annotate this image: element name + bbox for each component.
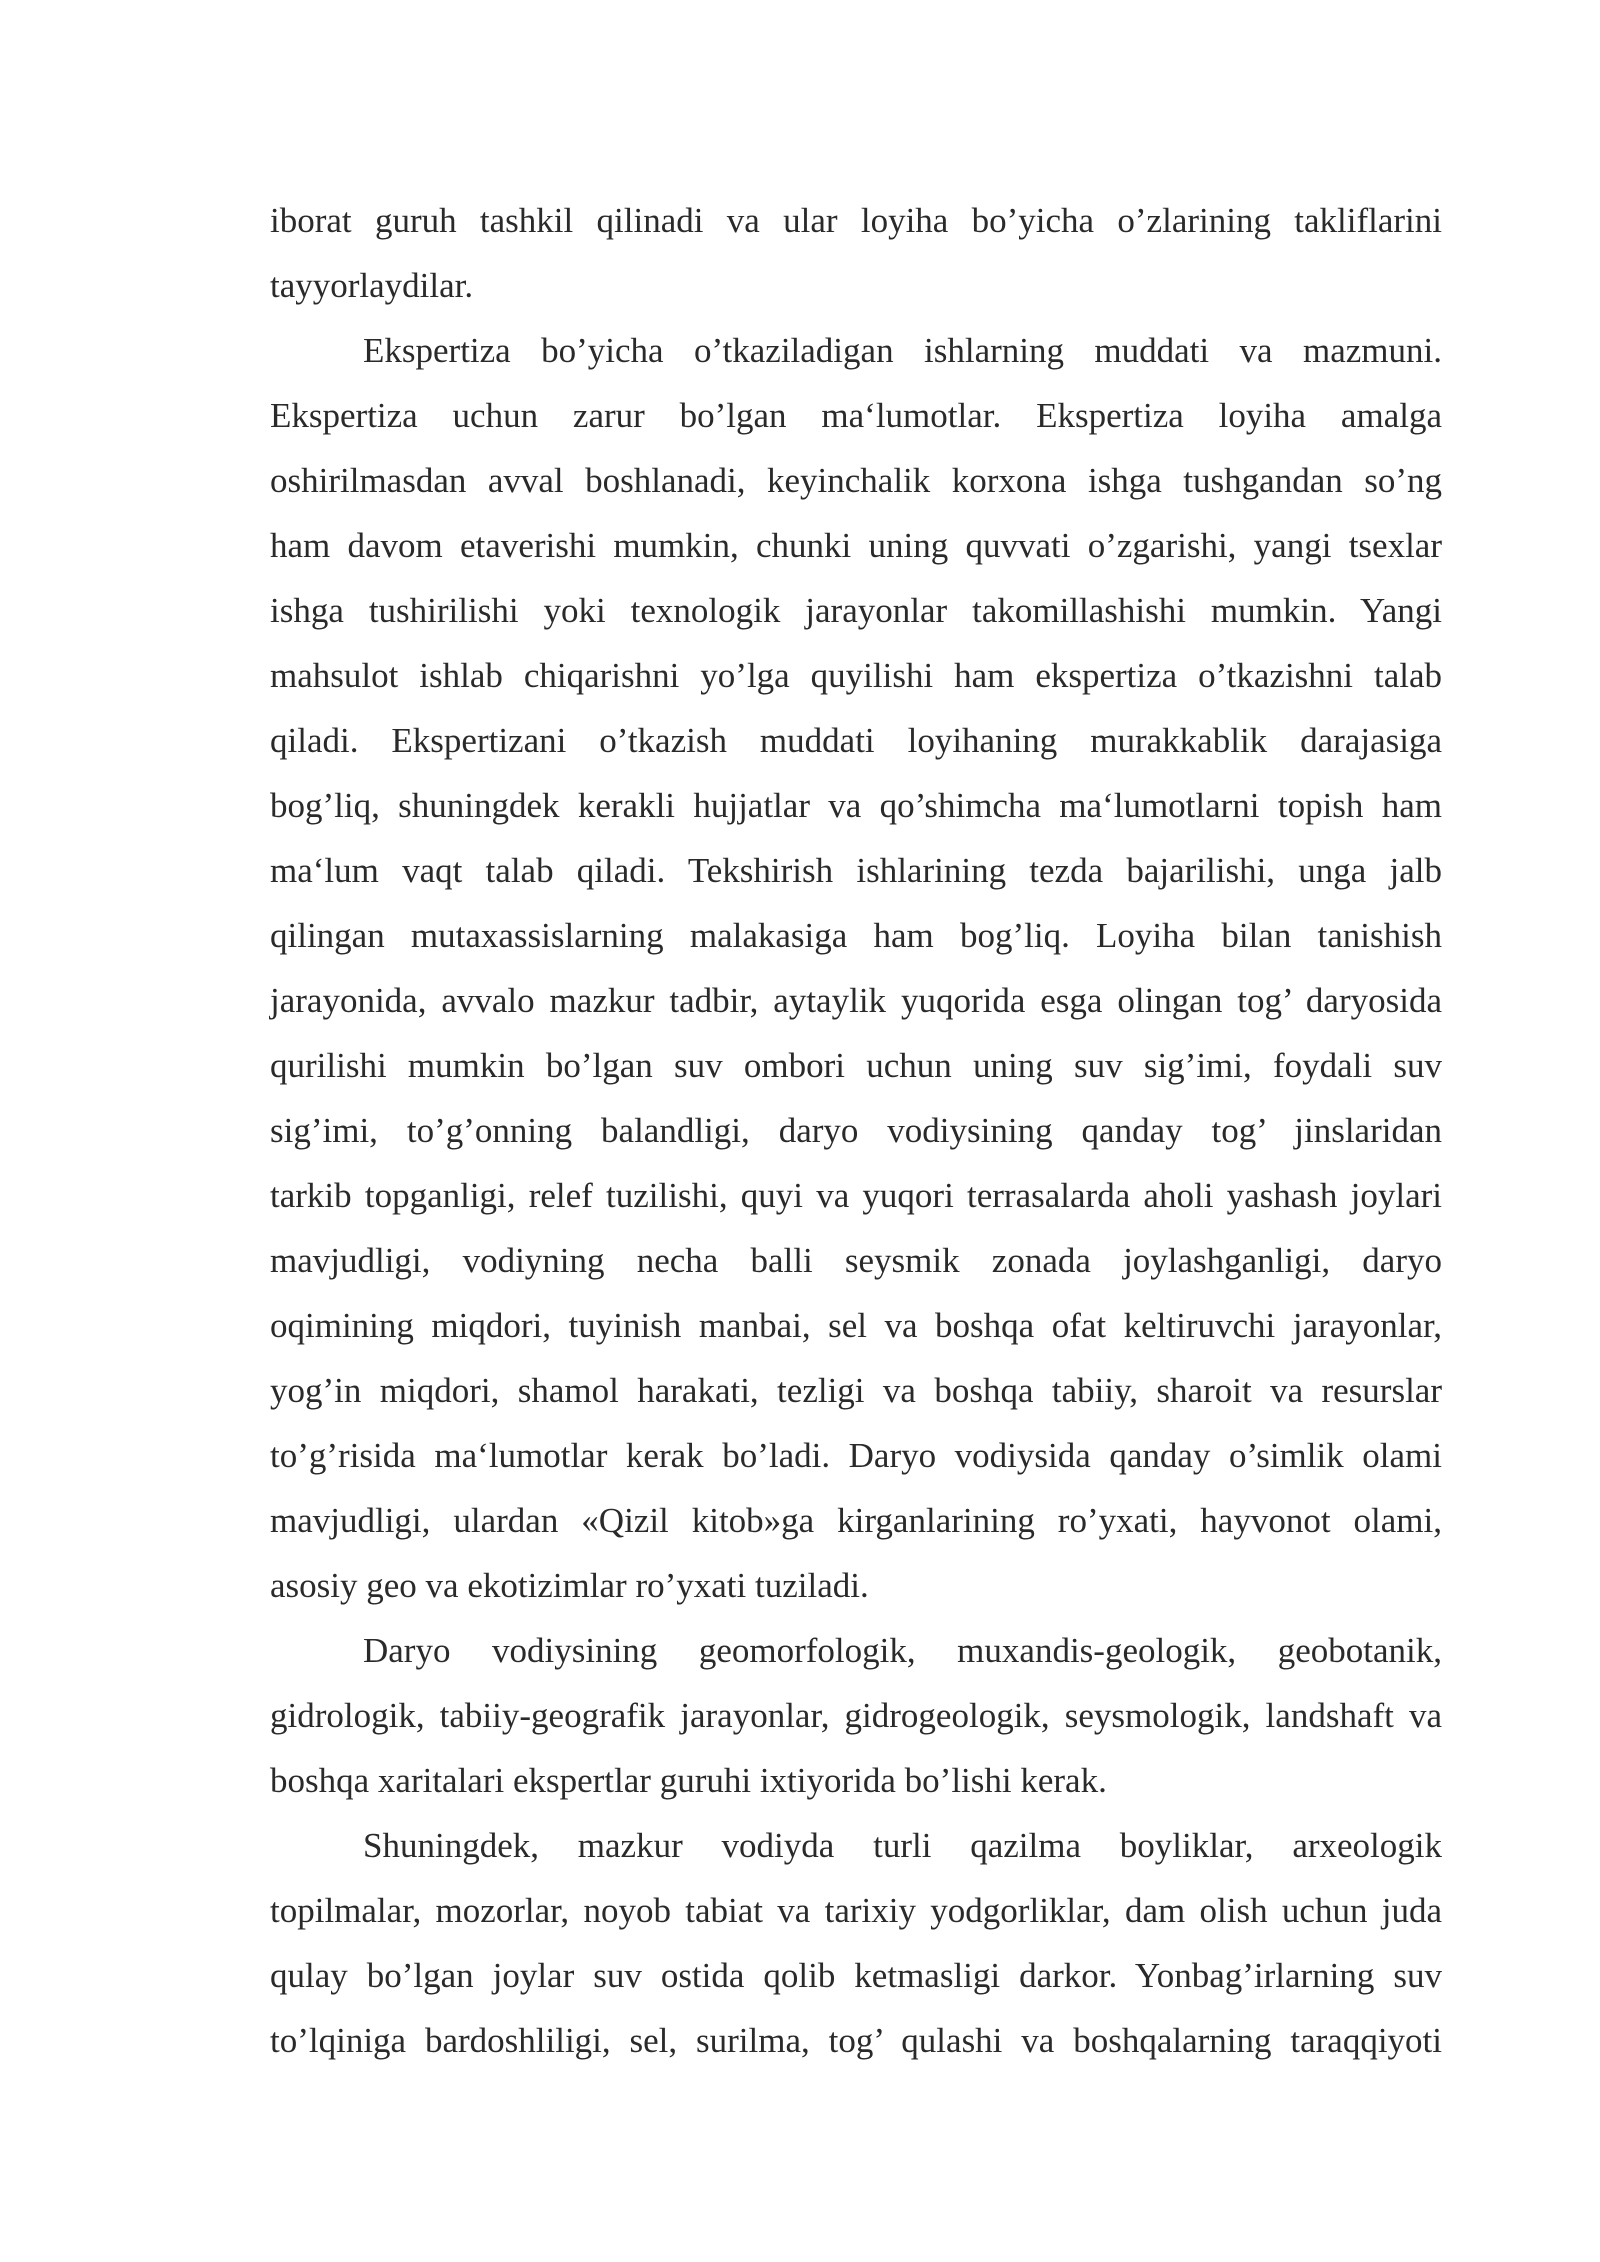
text-line: tarkib topganligi, relef tuzilishi, quyi va yuqori terrasalarda aholi yashash joylari xyxy=(270,1176,1442,1215)
text-line: ma‘lum vaqt talab qiladi. Tekshirish ishlarining tezda bajarilishi, unga jalb xyxy=(270,851,1442,890)
text-line: Daryo vodiysining geomorfologik, muxandis-geologik, geobotanik, xyxy=(363,1631,1442,1670)
text-line: oshirilmasdan avval boshlanadi, keyinchalik korxona ishga tushgandan so’ng xyxy=(270,461,1442,500)
text-line: Ekspertiza uchun zarur bo’lgan ma‘lumotlar. Ekspertiza loyiha amalga xyxy=(270,396,1442,435)
text-line: mavjudligi, vodiyning necha balli seysmik zonada joylashganligi, daryo xyxy=(270,1241,1442,1280)
text-line: ham davom etaverishi mumkin, chunki uning quvvati o’zgarishi, yangi tsexlar xyxy=(270,526,1442,565)
text-line: sig’imi, to’g’onning balandligi, daryo vodiysining qanday tog’ jinslaridan xyxy=(270,1111,1442,1150)
text-line: boshqa xaritalari ekspertlar guruhi ixtiyorida bo’lishi kerak. xyxy=(270,1761,1107,1800)
text-line: ishga tushirilishi yoki texnologik jarayonlar takomillashishi mumkin. Yangi xyxy=(270,591,1442,630)
text-line: topilmalar, mozorlar, noyob tabiat va tarixiy yodgorliklar, dam olish uchun juda xyxy=(270,1891,1442,1930)
text-line: iborat guruh tashkil qilinadi va ular loyiha bo’yicha o’zlarining takliflarini xyxy=(270,201,1442,240)
text-line: qilingan mutaxassislarning malakasiga ham bog’liq. Loyiha bilan tanishish xyxy=(270,916,1442,955)
text-line: jarayonida, avvalo mazkur tadbir, aytaylik yuqorida esga olingan tog’ daryosida xyxy=(270,981,1442,1020)
text-line: Shuningdek, mazkur vodiyda turli qazilma boyliklar, arxeologik xyxy=(363,1826,1442,1865)
document-body xyxy=(270,188,1442,2073)
text-line: Ekspertiza bo’yicha o’tkaziladigan ishlarning muddati va mazmuni. xyxy=(363,331,1442,370)
text-line: tayyorlaydilar. xyxy=(270,266,474,305)
text-line: to’g’risida ma‘lumotlar kerak bo’ladi. Daryo vodiysida qanday o’simlik olami xyxy=(270,1436,1442,1475)
text-line: mahsulot ishlab chiqarishni yo’lga quyilishi ham ekspertiza o’tkazishni talab xyxy=(270,656,1442,695)
text-line: qiladi. Ekspertizani o’tkazish muddati loyihaning murakkablik darajasiga xyxy=(270,721,1442,760)
text-line: qulay bo’lgan joylar suv ostida qolib ketmasligi darkor. Yonbag’irlarning suv xyxy=(270,1956,1442,1995)
text-line: yog’in miqdori, shamol harakati, tezligi va boshqa tabiiy, sharoit va resurslar xyxy=(270,1371,1442,1410)
text-line: oqimining miqdori, tuyinish manbai, sel va boshqa ofat keltiruvchi jarayonlar, xyxy=(270,1306,1442,1345)
text-line: bog’liq, shuningdek kerakli hujjatlar va qo’shimcha ma‘lumotlarni topish ham xyxy=(270,786,1442,825)
text-line: gidrologik, tabiiy-geografik jarayonlar, gidrogeologik, seysmologik, landshaft va xyxy=(270,1696,1442,1735)
text-line: to’lqiniga bardoshliligi, sel, surilma, tog’ qulashi va boshqalarning taraqqiyoti xyxy=(270,2021,1442,2060)
text-line: asosiy geo va ekotizimlar ro’yxati tuziladi. xyxy=(270,1566,869,1605)
text-line: mavjudligi, ulardan «Qizil kitob»ga kirganlarining ro’yxati, hayvonot olami, xyxy=(270,1501,1442,1540)
text-line: qurilishi mumkin bo’lgan suv ombori uchun uning suv sig’imi, foydali suv xyxy=(270,1046,1442,1085)
